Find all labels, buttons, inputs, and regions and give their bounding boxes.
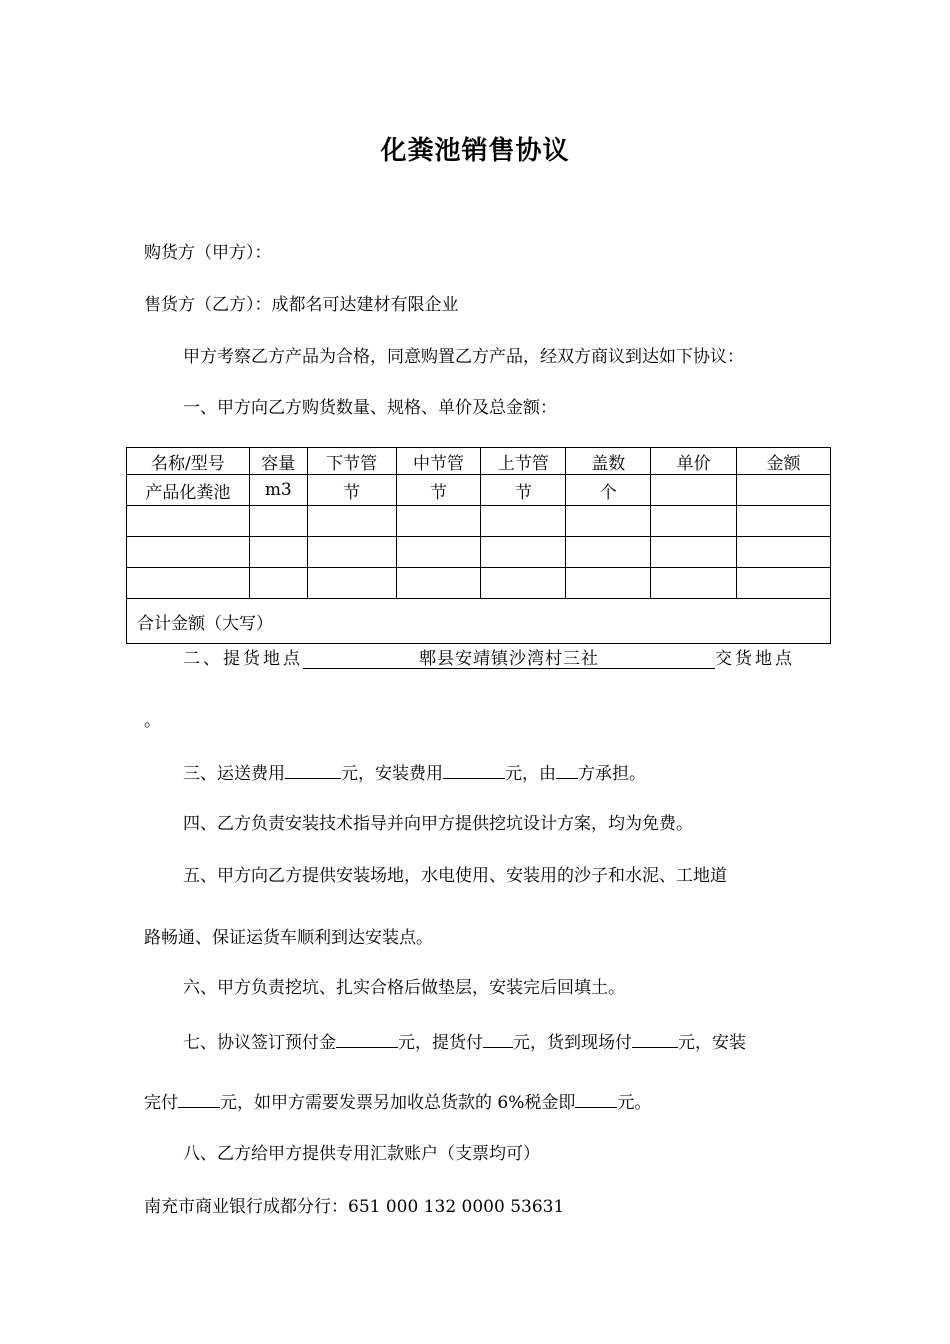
clause-7-line-2 [144, 1089, 651, 1114]
deposit-blank [336, 1029, 398, 1048]
total-amount-label: 合计金额（大写） [127, 599, 831, 644]
table-cell [651, 506, 737, 537]
shipping-fee-blank [285, 760, 341, 779]
table-cell [566, 506, 651, 537]
header-cell-lids: 盖数 [566, 448, 651, 475]
clause-3 [183, 760, 646, 785]
table-cell [651, 537, 737, 568]
table-cell [396, 568, 481, 599]
install-fee-blank [443, 760, 505, 779]
table-cell [127, 568, 250, 599]
table-cell [127, 506, 250, 537]
header-cell-capacity: 容量 [249, 448, 307, 475]
clause-2-prefix: 二、提货地点 [183, 649, 303, 669]
clause-7-text-5: 完付 [144, 1093, 178, 1113]
table-cell [566, 568, 651, 599]
table-cell: 节 [307, 475, 396, 506]
seller-line: 售货方（乙方）：成都名可达建材有限企业 [144, 295, 459, 315]
table-cell [651, 568, 737, 599]
intro-paragraph: 甲方考察乙方产品为合格，同意购置乙方产品，经双方商议到达如下协议： [183, 347, 744, 367]
clause-7-line-1 [183, 1029, 746, 1054]
clause-7-text-1: 七、协议签订预付金 [183, 1033, 336, 1053]
page-title: 化粪池销售协议 [380, 136, 570, 166]
table-cell [249, 537, 307, 568]
table-cell [737, 506, 831, 537]
table-cell: 节 [481, 475, 566, 506]
header-cell-upper-pipe: 上节管 [481, 448, 566, 475]
clause-3-text-1: 三、运送费用 [183, 764, 285, 784]
table-cell [566, 537, 651, 568]
table-cell [651, 475, 737, 506]
table-row [127, 568, 831, 599]
clause-7-text-7: 元。 [617, 1093, 652, 1113]
buyer-line: 购货方（甲方）： [144, 243, 272, 263]
clause-3-text-2: 元，安装费用 [341, 764, 443, 784]
table-cell [481, 568, 566, 599]
header-cell-lower-pipe: 下节管 [307, 448, 396, 475]
table-row [127, 537, 831, 568]
table-cell [396, 506, 481, 537]
table-cell [737, 475, 831, 506]
table-cell: 节 [396, 475, 481, 506]
table-cell [249, 568, 307, 599]
install-complete-blank [178, 1089, 220, 1108]
table-cell [737, 537, 831, 568]
table-cell [249, 506, 307, 537]
table-cell: m3 [249, 475, 307, 506]
clause-2 [183, 648, 795, 670]
clause-3-text-4: 方承担。 [578, 764, 646, 784]
tax-amount-blank [575, 1089, 617, 1108]
table-cell [127, 537, 250, 568]
header-cell-unit-price: 单价 [651, 448, 737, 475]
clause-8: 八、乙方给甲方提供专用汇款账户（支票均可） [183, 1144, 540, 1164]
table-cell: 产品化粪池 [127, 475, 250, 506]
table-cell [307, 506, 396, 537]
clause-7-text-6: 元，如甲方需要发票另加收总货款的 6%税金即 [220, 1093, 576, 1113]
onsite-payment-blank [632, 1029, 678, 1048]
clause-5-line-1: 五、甲方向乙方提供安装场地，水电使用、安装用的沙子和水泥、工地道 [183, 866, 727, 886]
table-cell [737, 568, 831, 599]
goods-table [126, 447, 831, 644]
table-cell [307, 537, 396, 568]
table-total-row [127, 599, 831, 644]
table-header-row [127, 448, 831, 475]
clause-2-suffix: 交货地点 [715, 649, 795, 669]
table-cell [481, 537, 566, 568]
clause-6: 六、甲方负责挖坑、扎实合格后做垫层，安装完后回填土。 [183, 978, 625, 998]
party-blank [556, 760, 578, 779]
pickup-payment-blank [483, 1029, 513, 1048]
clause-4: 四、乙方负责安装技术指导并向甲方提供挖坑设计方案，均为免费。 [183, 814, 693, 834]
table-row [127, 506, 831, 537]
bank-account: 南充市商业银行成都分行：651 000 132 0000 53631 [144, 1197, 565, 1217]
header-cell-name: 名称/型号 [127, 448, 250, 475]
clause-7-text-3: 元，货到现场付 [513, 1033, 632, 1053]
table-cell [481, 506, 566, 537]
header-cell-amount: 金额 [737, 448, 831, 475]
table-cell [307, 568, 396, 599]
table-cell [396, 537, 481, 568]
table-row [127, 475, 831, 506]
header-cell-middle-pipe: 中节管 [396, 448, 481, 475]
clause-7-text-2: 元，提货付 [398, 1033, 483, 1053]
clause-1: 一、甲方向乙方购货数量、规格、单价及总金额： [183, 398, 557, 418]
table-cell: 个 [566, 475, 651, 506]
clause-7-text-4: 元，安装 [678, 1033, 746, 1053]
pickup-location: 郫县安靖镇沙湾村三社 [303, 648, 715, 669]
clause-5-line-2: 路畅通、保证运货车顺利到达安装点。 [144, 928, 433, 948]
clause-2-end: 。 [144, 711, 161, 731]
clause-3-text-3: 元，由 [505, 764, 556, 784]
